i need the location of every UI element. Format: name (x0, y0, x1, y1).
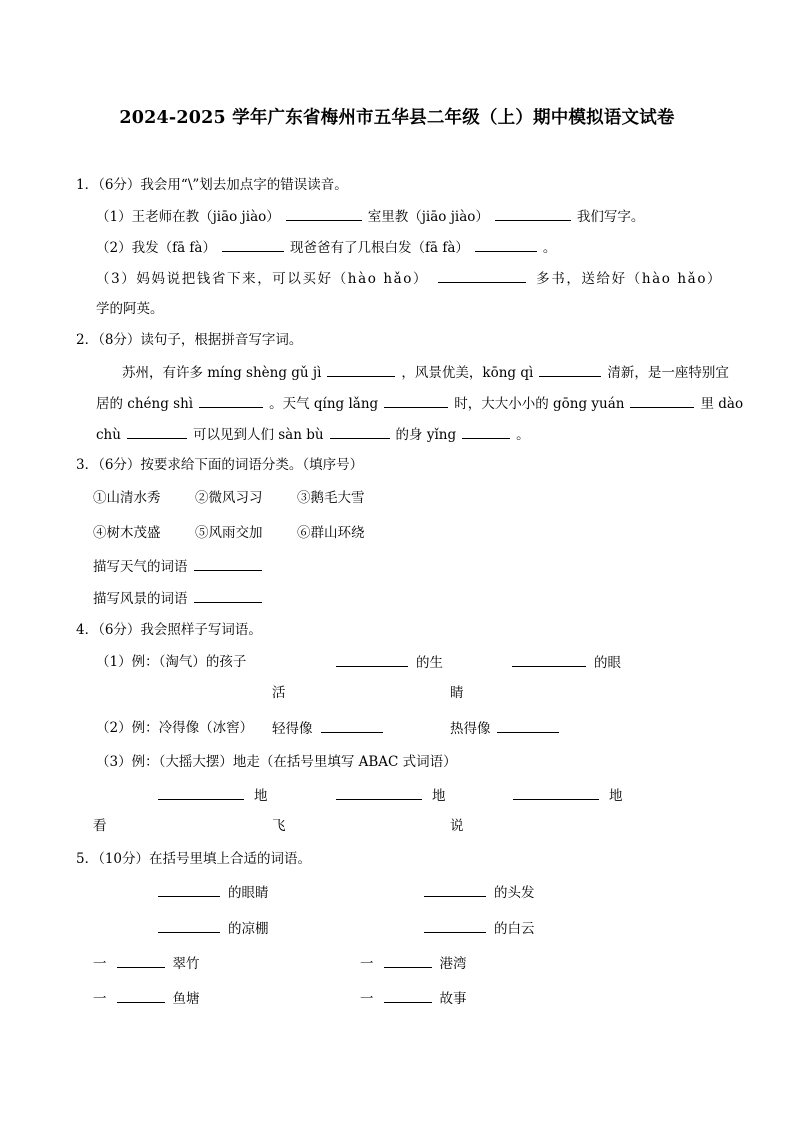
text: 可以见到人们 sàn bù (192, 427, 324, 443)
question-1-heading: 1．（6分）我会用“\”划去加点字的错误读音。 (76, 177, 348, 193)
fill-item (93, 988, 200, 1009)
answer-blank[interactable] (286, 206, 362, 221)
answer-blank[interactable] (117, 988, 165, 1003)
text: 的生 (416, 655, 443, 671)
text: 多书，送给好（hào hǎo） (536, 271, 723, 287)
blank-group-3 (272, 718, 383, 739)
fill-item (360, 988, 467, 1009)
page-title: 2024-2025 学年广东省梅州市五华县二年级（上）期中模拟语文试卷 (119, 108, 675, 128)
fill-item (158, 918, 269, 939)
answer-blank[interactable] (327, 362, 395, 377)
question-2-line-3 (96, 424, 530, 445)
text: 地 (254, 788, 268, 804)
blank-group-4 (450, 718, 559, 739)
answer-blank[interactable] (512, 652, 586, 667)
category-weather (93, 556, 268, 577)
answer-blank[interactable] (539, 362, 601, 377)
category-scenery (93, 588, 268, 609)
text: 一 (360, 991, 374, 1007)
fill-item (93, 953, 200, 974)
answer-blank[interactable] (438, 268, 526, 283)
word-option-3: ③鹅毛大雪 (297, 490, 365, 506)
answer-blank[interactable] (127, 424, 187, 439)
text: 描写天气的词语 (93, 559, 188, 575)
text: 室里教（jiāo jiào） (367, 209, 489, 225)
answer-blank[interactable] (194, 588, 262, 603)
text: 的身 yǐng (395, 427, 457, 443)
answer-blank[interactable] (199, 393, 263, 408)
answer-blank[interactable] (424, 882, 486, 897)
wrap-char: 飞 (272, 818, 286, 834)
blank-group-1 (336, 652, 443, 673)
text: chù (96, 427, 121, 443)
text: 地 (609, 788, 623, 804)
example-3: （3）例：（大摇大摆）地走（在括号里填写 ABAC 式词语） (96, 754, 457, 770)
question-1-line-1 (96, 206, 644, 227)
answer-blank[interactable] (424, 918, 486, 933)
text: 时，大大小小的 gōng yuán (454, 396, 625, 412)
answer-blank[interactable] (158, 882, 220, 897)
example-1: （1）例：（淘气）的孩子 (96, 654, 247, 670)
text: 居的 chéng shì (96, 396, 194, 412)
word-option-5: ⑤风雨交加 (195, 525, 263, 541)
wrap-char: 活 (272, 685, 286, 701)
blank-group-5 (158, 785, 268, 806)
text: （2）我发（fā fà） (96, 240, 216, 256)
text: 的眼 (594, 655, 621, 671)
text: （3）妈妈说把钱省下来，可以买好（hào hǎo） (96, 271, 429, 287)
answer-blank[interactable] (321, 718, 383, 733)
text: 地 (432, 788, 446, 804)
answer-blank[interactable] (462, 424, 510, 439)
wrap-char: 说 (450, 818, 464, 834)
text: 翠竹 (172, 956, 200, 972)
text: 轻得像 (272, 721, 313, 737)
blank-group-2 (512, 652, 621, 673)
answer-blank[interactable] (384, 953, 432, 968)
text: ，风景优美，kōng qì (401, 365, 534, 381)
text: 。 (542, 240, 557, 256)
text: 的头发 (494, 885, 535, 901)
answer-blank[interactable] (158, 785, 244, 800)
text: 港湾 (439, 956, 467, 972)
fill-item (424, 918, 535, 939)
text: 。天气 qíng lǎng (269, 396, 379, 412)
blank-group-6 (336, 785, 446, 806)
question-1-line-2 (96, 237, 556, 258)
answer-blank[interactable] (384, 393, 448, 408)
text: 故事 (439, 991, 467, 1007)
answer-blank[interactable] (475, 237, 537, 252)
text: 的白云 (494, 921, 535, 937)
word-option-1: ①山清水秀 (93, 490, 161, 506)
question-1-line-4: 学的阿英。 (96, 301, 164, 317)
answer-blank[interactable] (513, 785, 599, 800)
answer-blank[interactable] (158, 918, 220, 933)
wrap-char: 睛 (450, 685, 464, 701)
answer-blank[interactable] (495, 206, 571, 221)
question-2-heading: 2．（8分）读句子，根据拼音写字词。 (76, 332, 303, 348)
text: 现爸爸有了几根白发（fā fà） (289, 240, 469, 256)
question-5-heading: 5．（10分）在括号里填上合适的词语。 (76, 851, 312, 867)
answer-blank[interactable] (117, 953, 165, 968)
text: 我们写字。 (576, 209, 645, 225)
answer-blank[interactable] (497, 718, 559, 733)
question-1-line-3 (96, 268, 722, 289)
answer-blank[interactable] (384, 988, 432, 1003)
fill-item (360, 953, 467, 974)
text: 一 (93, 991, 107, 1007)
text: 里 dào (700, 396, 744, 412)
answer-blank[interactable] (336, 785, 422, 800)
question-3-heading: 3．（6分）按要求给下面的词语分类。（填序号） (76, 457, 364, 473)
question-2-line-2 (96, 393, 743, 414)
fill-item (424, 882, 535, 903)
text: 一 (93, 956, 107, 972)
text: 描写风景的词语 (93, 591, 188, 607)
wrap-char: 看 (93, 818, 107, 834)
text: 清新，是一座特别宜 (607, 365, 729, 381)
text: 热得像 (450, 721, 491, 737)
word-option-4: ④树木茂盛 (93, 525, 161, 541)
answer-blank[interactable] (194, 556, 262, 571)
text: 苏州，有许多 míng shèng gǔ jì (122, 365, 322, 381)
text: 的眼睛 (228, 885, 269, 901)
question-2-line-1 (122, 362, 729, 383)
text: 的凉棚 (228, 921, 269, 937)
answer-blank[interactable] (336, 652, 408, 667)
answer-blank[interactable] (330, 424, 390, 439)
text: 鱼塘 (172, 991, 200, 1007)
word-option-2: ②微风习习 (195, 490, 263, 506)
answer-blank[interactable] (630, 393, 694, 408)
answer-blank[interactable] (222, 237, 284, 252)
example-2: （2）例：冷得像（冰窖） (96, 720, 254, 736)
text: （1）王老师在教（jiāo jiào） (96, 209, 280, 225)
question-4-heading: 4．（6分）我会照样子写词语。 (76, 622, 262, 638)
fill-item (158, 882, 269, 903)
text: 。 (516, 427, 530, 443)
word-option-6: ⑥群山环绕 (297, 525, 365, 541)
text: 一 (360, 956, 374, 972)
blank-group-7 (513, 785, 623, 806)
